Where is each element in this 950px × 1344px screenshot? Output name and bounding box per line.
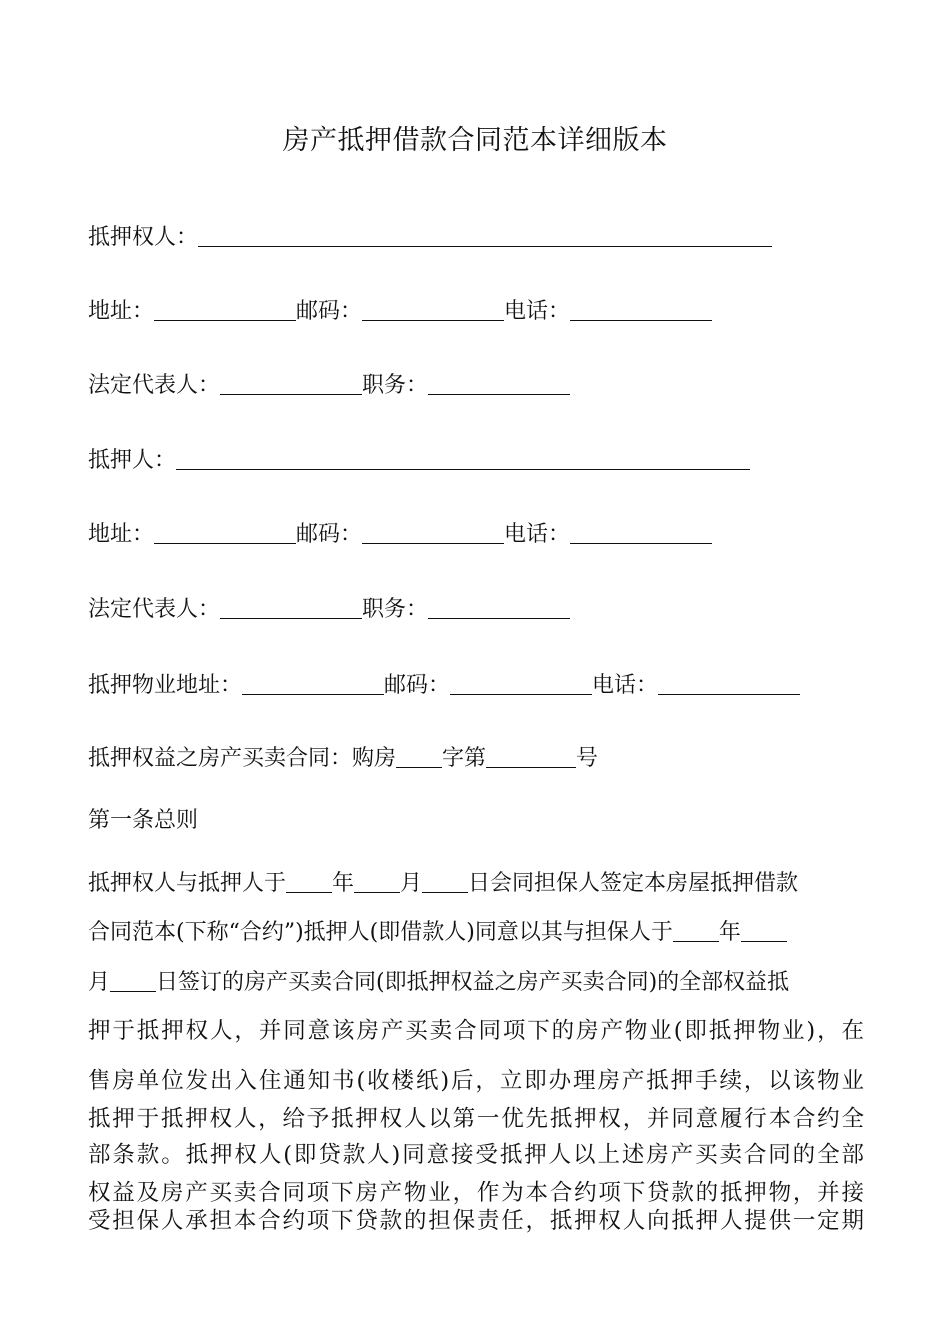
property-address-blank [242, 670, 384, 695]
property-row [88, 670, 800, 701]
paragraph-line-6: 抵押于抵押权人，给予抵押权人以第一优先抵押权，并同意履行本合约全 [88, 1106, 864, 1132]
paragraph-line-2 [88, 917, 787, 948]
paragraph-line-4: 押于抵押权人，并同意该房产买卖合同项下的房产物业(即抵押物业)，在 [88, 1018, 864, 1044]
p1-l3-text-b: 日签订的房产买卖合同(即抵押权益之房产买卖合同)的全部权益抵 [156, 970, 790, 995]
p1-l1-text-c: 月 [400, 871, 423, 896]
phone-blank [570, 296, 712, 321]
mortgagor-label: 抵押人： [88, 448, 177, 473]
contract-mid: 字第 [442, 746, 487, 771]
p1-l1-text-a: 抵押权人与抵押人于 [88, 871, 287, 896]
year-blank [286, 868, 332, 893]
mortgagee-row [88, 222, 772, 253]
phone-label: 电话： [504, 299, 571, 324]
contract-blank-1 [396, 743, 442, 768]
legal-rep-label: 法定代表人： [88, 373, 221, 398]
day-blank-2 [110, 967, 156, 992]
contract-suffix: 号 [576, 746, 599, 771]
p1-l2-text-b: 年 [718, 920, 741, 945]
phone-label-2: 电话： [504, 522, 571, 547]
paragraph-line-9: 受担保人承担本合约项下贷款的担保责任，抵押权人向抵押人提供一定期 [88, 1208, 864, 1234]
mortgagor-blank [176, 445, 750, 470]
address-label: 地址： [88, 299, 155, 324]
legal-rep-blank-2 [220, 594, 362, 619]
year-blank-2 [673, 917, 719, 942]
mortgagor-contact-row [88, 519, 712, 550]
p1-l1-text-b: 年 [332, 871, 355, 896]
section1-heading: 第一条总则 [88, 808, 199, 833]
postcode-label-2: 邮码： [296, 522, 363, 547]
paragraph-line-8: 权益及房产买卖合同项下房产物业，作为本合约项下贷款的抵押物，并接 [88, 1180, 864, 1206]
legal-rep-label-2: 法定代表人： [88, 597, 221, 622]
position-label-2: 职务： [362, 597, 429, 622]
postcode-blank [362, 296, 504, 321]
postcode-blank-2 [362, 519, 504, 544]
paragraph-line-5: 售房单位发出入住通知书(收楼纸)后，立即办理房产抵押手续，以该物业 [88, 1068, 864, 1094]
p1-l3-text-a: 月 [88, 970, 111, 995]
property-address-label: 抵押物业地址： [88, 673, 243, 698]
paragraph-line-3 [88, 967, 789, 998]
paragraph-line-1 [88, 868, 798, 899]
mortgagee-rep-row [88, 370, 570, 401]
mortgagor-rep-row [88, 594, 570, 625]
contract-ref-row [88, 743, 598, 774]
mortgagor-row [88, 445, 750, 476]
position-blank [428, 370, 570, 395]
address-blank-2 [154, 519, 296, 544]
mortgagee-contact-row [88, 296, 712, 327]
contract-prefix: 抵押权益之房产买卖合同：购房 [88, 746, 397, 771]
address-label-2: 地址： [88, 522, 155, 547]
mortgagee-blank [198, 222, 772, 247]
postcode-label: 邮码： [296, 299, 363, 324]
document-title: 房产抵押借款合同范本详细版本 [282, 125, 668, 156]
position-blank-2 [428, 594, 570, 619]
mortgagee-label: 抵押权人： [88, 225, 199, 250]
address-blank [154, 296, 296, 321]
postcode-label-3: 邮码： [384, 673, 451, 698]
postcode-blank-3 [450, 670, 592, 695]
position-label: 职务： [362, 373, 429, 398]
month-blank-2 [741, 917, 787, 942]
contract-blank-2 [486, 743, 576, 768]
month-blank [354, 868, 400, 893]
phone-blank-2 [570, 519, 712, 544]
p1-l2-text-a: 合同范本(下称“合约”)抵押人(即借款人)同意以其与担保人于 [88, 920, 673, 945]
day-blank [422, 868, 468, 893]
phone-label-3: 电话： [592, 673, 659, 698]
p1-l1-text-d: 日会同担保人签定本房屋抵押借款 [468, 871, 799, 896]
legal-rep-blank [220, 370, 362, 395]
paragraph-line-7: 部条款。抵押权人(即贷款人)同意接受抵押人以上述房产买卖合同的全部 [88, 1142, 864, 1168]
phone-blank-3 [658, 670, 800, 695]
